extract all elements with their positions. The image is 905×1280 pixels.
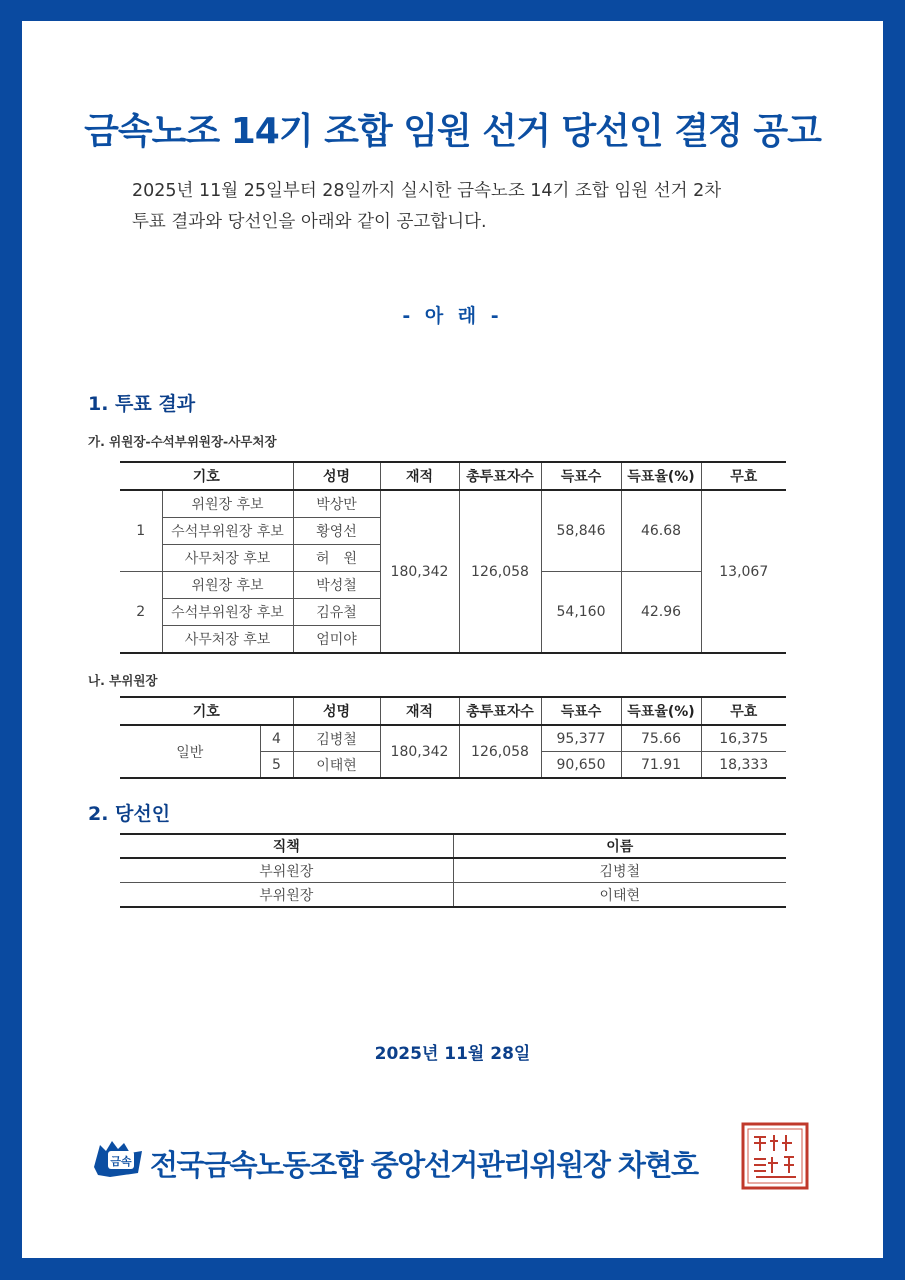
section-1a-heading: 가. 위원장-수석부위원장-사무처장: [88, 434, 277, 449]
header-members: 재적: [380, 697, 459, 725]
notice-date: 2025년 11월 28일: [374, 1044, 531, 1064]
vote-rate: 42.96: [621, 572, 701, 654]
section-2-heading: 2. 당선인: [88, 803, 171, 825]
header-number: 기호: [120, 462, 293, 490]
header-name: 성명: [293, 462, 380, 490]
invalid-count: 13,067: [701, 490, 786, 653]
votes-count: 95,377: [541, 725, 621, 752]
header-voters: 총투표자수: [459, 462, 541, 490]
table-row: [120, 725, 786, 752]
official-seal-icon: [740, 1121, 810, 1191]
candidate-number: 4: [260, 725, 293, 752]
candidate-position: 사무처장 후보: [162, 626, 293, 654]
vote-rate: 71.91: [621, 752, 701, 779]
header-voters: 총투표자수: [459, 697, 541, 725]
invalid-count: 18,333: [701, 752, 786, 779]
header-position: 직책: [120, 834, 453, 858]
header-number: 기호: [120, 697, 293, 725]
total-members: 180,342: [380, 725, 459, 778]
table-header-row: [120, 834, 786, 858]
candidate-number: 5: [260, 752, 293, 779]
candidate-category: 일반: [120, 725, 260, 778]
section-1b-heading: 나. 부위원장: [88, 673, 158, 688]
candidate-number: 1: [120, 490, 162, 572]
table-header-row: [120, 697, 786, 725]
logo-text: 금속: [110, 1155, 132, 1168]
candidate-position: 수석부위원장 후보: [162, 518, 293, 545]
candidate-name: 이태현: [293, 752, 380, 779]
intro-line-2: 투표 결과와 당선인을 아래와 같이 공고합니다.: [132, 212, 487, 232]
votes-count: 54,160: [541, 572, 621, 654]
winner-position: 부위원장: [120, 858, 453, 883]
votes-count: 58,846: [541, 490, 621, 572]
candidate-position: 수석부위원장 후보: [162, 599, 293, 626]
votes-count: 90,650: [541, 752, 621, 779]
vote-rate: 46.68: [621, 490, 701, 572]
results-table-b: [120, 696, 786, 779]
candidate-name: 김병철: [293, 725, 380, 752]
header-votes: 득표수: [541, 697, 621, 725]
union-logo-icon: [90, 1137, 146, 1181]
invalid-count: 16,375: [701, 725, 786, 752]
signature-block: [90, 1133, 810, 1193]
page-title: 금속노조 14기 조합 임원 선거 당선인 결정 공고: [84, 111, 821, 152]
winner-name: 김병철: [453, 858, 786, 883]
notice-marker: - 아 래 -: [402, 305, 503, 327]
table-row: [120, 858, 786, 883]
candidate-name: 박상만: [293, 490, 380, 518]
header-invalid: 무효: [701, 697, 786, 725]
winners-table: [120, 833, 786, 908]
section-1-heading: 1. 투표 결과: [88, 393, 196, 415]
header-rate: 득표율(%): [621, 462, 701, 490]
vote-rate: 75.66: [621, 725, 701, 752]
candidate-number: 2: [120, 572, 162, 654]
total-members: 180,342: [380, 490, 459, 653]
signature-text: 전국금속노동조합 중앙선거관리위원장 차현호: [150, 1148, 698, 1182]
total-voters: 126,058: [459, 490, 541, 653]
candidate-position: 위원장 후보: [162, 572, 293, 599]
results-table-a: [120, 461, 786, 654]
candidate-name: 엄미야: [293, 626, 380, 654]
header-members: 재적: [380, 462, 459, 490]
header-votes: 득표수: [541, 462, 621, 490]
candidate-name: 박성철: [293, 572, 380, 599]
winner-position: 부위원장: [120, 883, 453, 908]
intro-line-1: 2025년 11월 25일부터 28일까지 실시한 금속노조 14기 조합 임원 선거 2차: [132, 181, 722, 201]
candidate-name: 김유철: [293, 599, 380, 626]
header-name: 성명: [293, 697, 380, 725]
header-winner-name: 이름: [453, 834, 786, 858]
candidate-name: 허 원: [293, 545, 380, 572]
table-header-row: [120, 462, 786, 490]
header-invalid: 무효: [701, 462, 786, 490]
header-rate: 득표율(%): [621, 697, 701, 725]
table-row: [120, 883, 786, 908]
candidate-name: 황영선: [293, 518, 380, 545]
candidate-position: 위원장 후보: [162, 490, 293, 518]
notice-page: [22, 21, 883, 1258]
candidate-position: 사무처장 후보: [162, 545, 293, 572]
intro-text: [132, 176, 792, 238]
winner-name: 이태현: [599, 887, 641, 904]
total-voters: 126,058: [459, 725, 541, 778]
table-row: [120, 490, 786, 518]
